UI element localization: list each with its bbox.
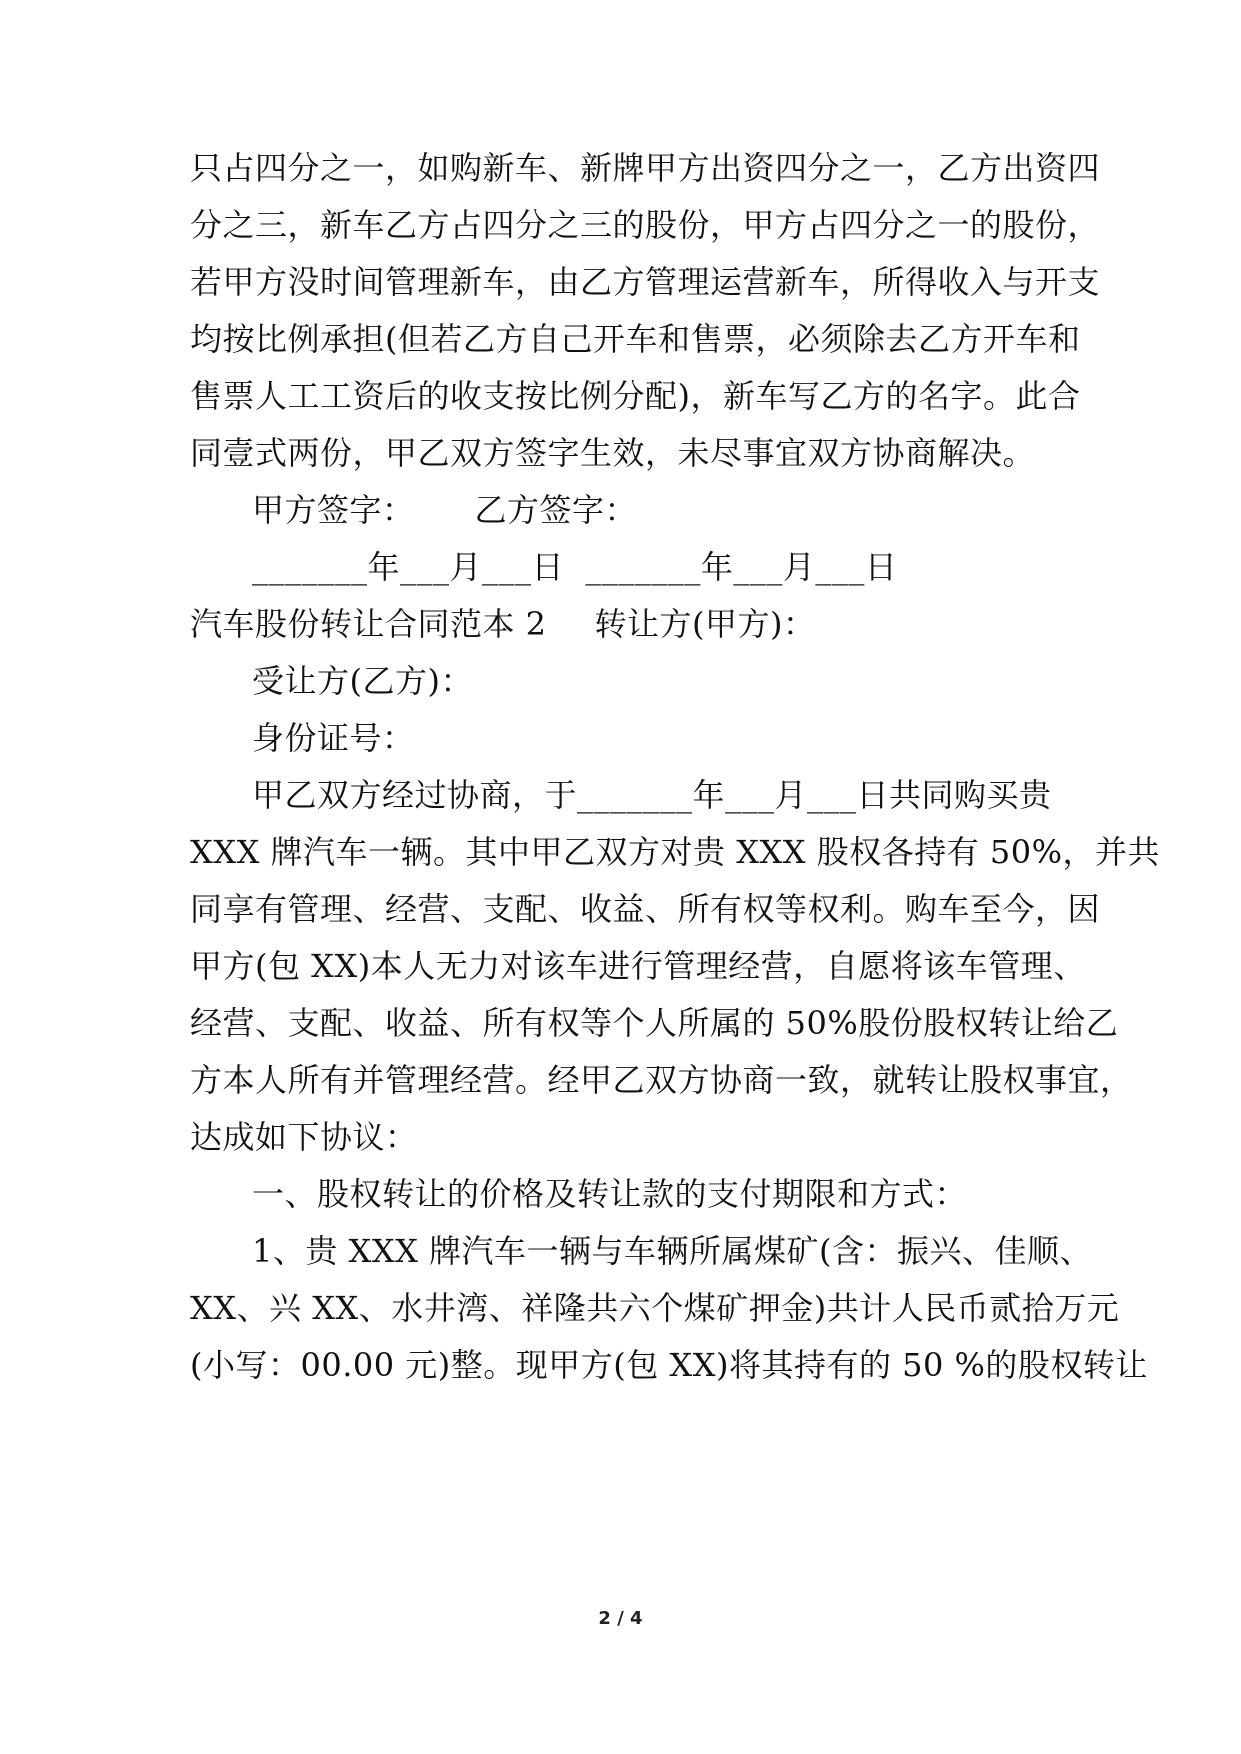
contract-title: 汽车股份转让合同范本 2	[190, 605, 547, 643]
paragraph-line: XXX 牌汽车一辆。其中甲乙双方对贵 XXX 股权各持有 50%，并共	[190, 833, 1161, 871]
paragraph-line: 同享有管理、经营、支配、收益、所有权等权利。购车至今，因	[190, 890, 1101, 928]
paragraph-line: (小写：00.00 元)整。现甲方(包 XX)将其持有的 50 %的股权转让	[190, 1346, 1148, 1384]
transferee-label: 受让方(乙方)：	[252, 662, 473, 700]
paragraph-line: 甲方(包 XX)本人无力对该车进行管理经营，自愿将该车管理、	[190, 947, 1086, 985]
paragraph-line: 方本人所有并管理经营。经甲乙双方协商一致，就转让股权事宜，	[190, 1061, 1133, 1099]
page-number: 2 / 4	[598, 1608, 643, 1629]
party-a-date: _______年___月___日	[252, 548, 565, 586]
paragraph-line: 同壹式两份，甲乙双方签字生效，未尽事宜双方协商解决。	[190, 434, 1036, 472]
paragraph-line: 经营、支配、收益、所有权等个人所属的 50%股份股权转让给乙	[190, 1004, 1119, 1042]
paragraph-line: 1、贵 XXX 牌汽车一辆与车辆所属煤矿(含：振兴、佳顺、	[252, 1232, 1093, 1270]
paragraph-line: 均按比例承担(但若乙方自己开车和售票，必须除去乙方开车和	[190, 320, 1081, 358]
id-number-label: 身份证号：	[252, 719, 415, 757]
paragraph-line: 只占四分之一，如购新车、新牌甲方出资四分之一，乙方出资四	[190, 149, 1101, 187]
party-a-signature-label: 甲方签字：	[252, 491, 415, 529]
paragraph-line: 分之三，新车乙方占四分之三的股份，甲方占四分之一的股份，	[190, 206, 1101, 244]
signature-line	[252, 490, 1132, 530]
transferor-label: 转让方(甲方)：	[594, 605, 816, 643]
paragraph-line: 售票人工工资后的收支按比例分配)，新车写乙方的名字。此合	[190, 377, 1081, 415]
contract-heading-line	[190, 604, 1070, 644]
paragraph-line: 若甲方没时间管理新车，由乙方管理运营新车，所得收入与开支	[190, 263, 1101, 301]
party-b-date: _______年___月___日	[585, 548, 898, 586]
paragraph-line: XX、兴 XX、水井湾、祥隆共六个煤矿押金)共计人民币贰拾万元	[190, 1289, 1120, 1327]
date-line	[252, 547, 1132, 587]
section-heading: 一、股权转让的价格及转让款的支付期限和方式：	[252, 1175, 968, 1213]
party-b-signature-label: 乙方签字：	[474, 491, 638, 529]
paragraph-line: 甲乙双方经过协商，于_______年___月___日共同购买贵	[252, 776, 1052, 814]
paragraph-line: 达成如下协议：	[190, 1118, 418, 1156]
